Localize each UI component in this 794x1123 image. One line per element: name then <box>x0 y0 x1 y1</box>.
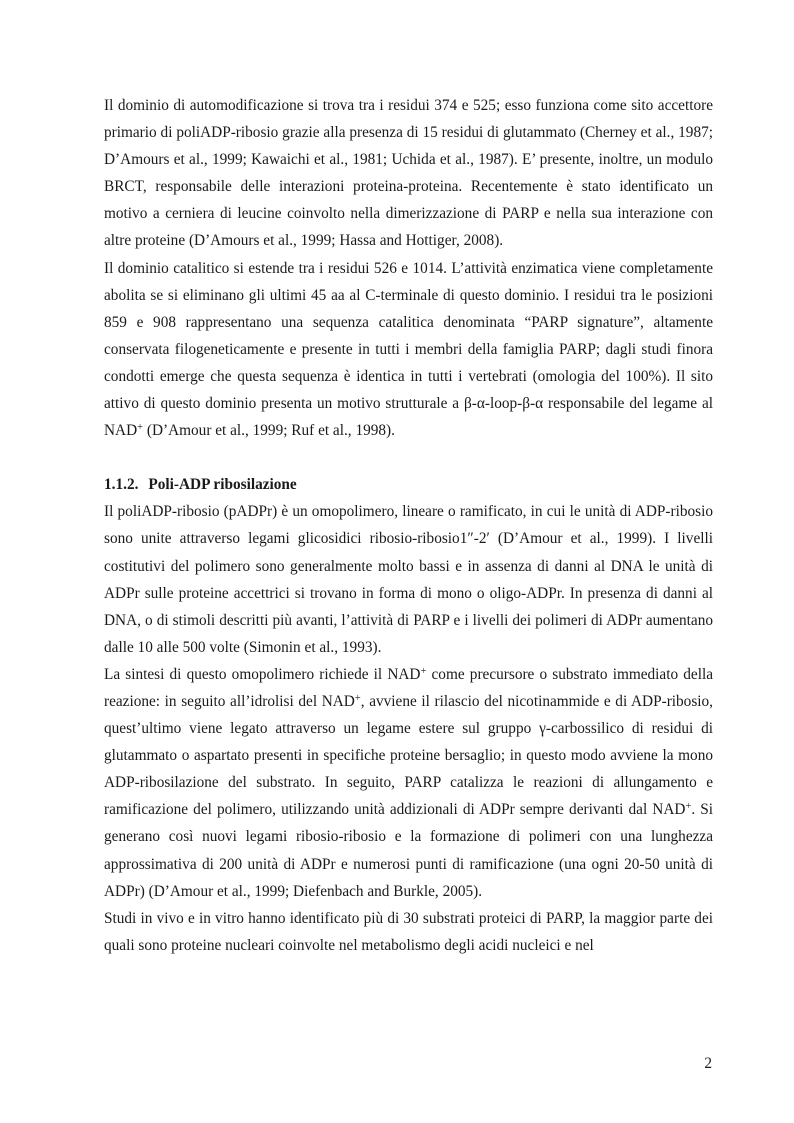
section-title: Poli-ADP ribosilazione <box>148 476 297 494</box>
paragraph-poly-adp-ribose: Il poliADP-ribosio (pADPr) è un omopolimero, lineare o ramificato, in cui le unità di ADP-ribosio sono unite attraverso legami glicosidici ribosio-ribosio1″-2′ (D’Amour et al., 1999). I livelli costitutivi del polimero sono generalmente molto bassi e in assenza di danni al DNA le unità di ADPr sulle proteine accettrici si trovano in forma di mono o oligo-ADPr. In presenza di danni al DNA, o di stimoli descritti più avanti, l’attività di PARP e i livelli dei polimeri di ADPr aumentano dalle 10 alle 500 volte (Simonin et al., 1993). <box>104 503 713 656</box>
paragraph-synthesis-text-b: come precursore o substrato immediato della reazione: in seguito all’idrolisi del NAD <box>104 665 714 710</box>
paragraph-automodification-domain: Il dominio di automodificazione si trova tra i residui 374 e 525; esso funziona come sito accettore primario di poliADP-ribosio grazie alla presenza di 15 residui di glutammato (Cherney et al., 1987; D’Amours et al., 1999; Kawaichi et al., 1981; Uchida et al., 1987). E’ presente, inoltre, un modulo BRCT, responsabile delle interazioni proteina-proteina. Recentemente è stato identificato un motivo a cerniera di leucine coinvolto nella dimerizzazione di PARP e nella sua interazione con altre proteine (D’Amours et al., 1999; Hassa and Hottiger, 2008). <box>104 97 713 250</box>
paragraph-synthesis <box>104 661 713 905</box>
superscript-plus: + <box>137 421 144 433</box>
superscript-plus: + <box>420 665 427 677</box>
section-heading <box>104 471 713 498</box>
section-number: 1.1.2. <box>104 476 139 494</box>
paragraph-synthesis-text-d: . Si generano così nuovi legami ribosio-ribosio e la formazione di polimeri con una lunghezza approssimativa di 200 unità di ADPr e numerosi punti di ramificazione (una ogni 20-50 unità di ADPr) (D’Amour et al., 1999; Diefenbach and Burkle, 2005). <box>104 801 713 900</box>
paragraph-catalytic-domain-text: Il dominio catalitico si estende tra i residui 526 e 1014. L’attività enzimatica viene completamente abolita se si eliminano gli ultimi 45 aa al C-terminale di questo dominio. I residui tra le posizioni 859 e 908 rappresentano una sequenza catalitica denominata “PARP signature”, altamente conservata filogeneticamente e presente in tutti i membri della famiglia PARP; dagli studi finora condotti emerge che questa sequenza è identica in tutti i vertebrati (omologia del 100%). Il sito attivo di questo dominio presenta un motivo strutturale a β-α-loop-β-α responsabile del legame al NAD <box>104 259 713 440</box>
paragraph-catalytic-domain-citation: (D’Amour et al., 1999; Ruf et al., 1998). <box>143 422 395 440</box>
superscript-plus: + <box>685 801 692 813</box>
page-number: 2 <box>704 1055 712 1072</box>
paragraph-synthesis-text-a: La sintesi di questo omopolimero richiede il NAD <box>104 665 421 683</box>
paragraph-catalytic-domain <box>104 255 713 445</box>
superscript-plus: + <box>354 692 361 704</box>
body-text <box>104 92 713 959</box>
paragraph-substrates: Studi in vivo e in vitro hanno identificato più di 30 substrati proteici di PARP, la maggior parte dei quali sono proteine nucleari coinvolte nel metabolismo degli acidi nucleici e nel <box>104 909 713 954</box>
paragraph-synthesis-text-c: , avviene il rilascio del nicotinammide e di ADP-ribosio, quest’ultimo viene legato attraverso un legame estere sul gruppo γ-carbossilico di residui di glutammato o aspartato presenti in specifiche proteine bersaglio; in questo modo avviene la mono ADP-ribosilazione del substrato. In seguito, PARP catalizza le reazioni di allungamento e ramificazione del polimero, utilizzando unità addizionali di ADPr sempre derivanti dal NAD <box>104 692 714 819</box>
